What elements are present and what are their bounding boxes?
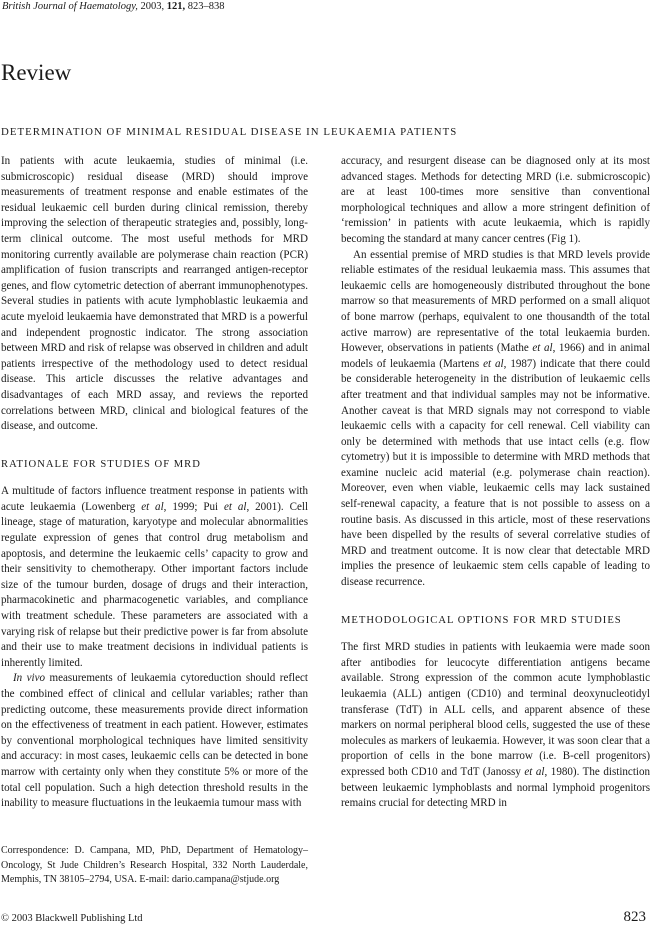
rationale-paragraph-3: An essential premise of MRD studies is that MRD levels provide reliable estimates of the residual leukaemia mass. This assumes that leukaemic cells are homogeneously distributed throughout the bone marrow so that measurements of MRD performed on a small aliquot of bone marrow (perhaps, equivalent to one thousandth of the total active marrow) are representative of the total leukaemia burden. However, observations in patients (Mathe et al, 1966) and in animal models of leukaemia (Martens et al, 1987) indicate that there could be considerable heterogeneity in the distribution of leukaemic cells after treatment and that individual samples may not be informative. Another caveat is that MRD signals may not correspond to viable leukaemic cells with a capacity for cell renewal. Cell viability can only be determined with methods that use intact cells (e.g. flow cytometry) but it is impossible to determine with MRD methods that examine nucleic acid material (e.g. polymerase chain reaction). Moreover, even when viable, leukaemic cells may lack sustained self-renewal capacity, a feature that is not possible to assess on a routine basis. As discussed in this article, most of these reservations have been dispelled by the results of several correlative studies of MRD and treatment outcome. It is now clear that detectable MRD implies the presence of leukaemic stem cells capable of leading to disease recurrence. — [341, 248, 650, 589]
left-column — [1, 154, 308, 812]
journal-pages: 823–838 — [187, 1, 225, 12]
article-title: DETERMINATION OF MINIMAL RESIDUAL DISEASE IN LEUKAEMIA PATIENTS — [1, 126, 458, 138]
right-column — [341, 154, 650, 812]
page-number: 823 — [623, 909, 646, 925]
methods-paragraph-1: The first MRD studies in patients with leukaemia were made soon after antibodies for leucocyte differentiation antigens became available. Strong expression of the common acute lymphoblastic leukaemia (ALL) antigen (CD10) and terminal deoxynucleotidyl transferase (TdT) in ALL cells, and apparent absence of these markers on normal peripheral blood cells, suggested the use of these molecules as markers of leukaemia. However, it was soon clear that a proportion of cells in the bone marrow (i.e. B-cell progenitors) expressed both CD10 and TdT (Janossy et al, 1980). The distinction between leukaemic lymphoblasts and normal lymphoid progenitors remains crucial for detecting MRD in — [341, 641, 650, 810]
rationale-paragraph-1: A multitude of factors influence treatment response in patients with acute leukaemia (Lowenberg et al, 1999; Pui et al, 2001). Cell lineage, stage of maturation, karyotype and molecular abnormalities regulate expression of genes that control drug metabolism and apoptosis, and determine the leukaemic cells’ capacity to grow and their sensitivity to chemotherapy. Other important factors include size of the tumour burden, dosage of drugs and their interaction, pharmacokinetic and pharmacogenetic variables, and compliance with treatment schedule. These parameters are associated with a varying risk of relapse but their predictive power is far from absolute and their use to make treatment decisions in individual patients is inherently limited. — [1, 485, 309, 669]
journal-year: 2003, — [140, 1, 165, 12]
copyright-footer: © 2003 Blackwell Publishing Ltd — [1, 913, 143, 924]
running-header — [2, 1, 225, 12]
rationale-paragraph-2: In vivo measurements of leukaemia cytoreduction should reflect the combined effect of clinical and cellular variables; rather than predicting outcome, these measurements provide direct information on the effectiveness of treatment in each patient. However, estimates by conventional morphological techniques have limited sensitivity and accuracy: in most cases, leukaemic cells can be detected in bone marrow with certainty only when they constitute 5% or more of the total cell population. Such a high detection threshold results in the inability to measure fluctuations in the leukaemia tumour mass with — [1, 672, 308, 810]
journal-volume: 121, — [166, 1, 186, 12]
rationale-heading: RATIONALE FOR STUDIES OF MRD — [1, 458, 201, 470]
methods-heading: METHODOLOGICAL OPTIONS FOR MRD STUDIES — [341, 614, 622, 626]
rationale-paragraph-2-continued: accuracy, and resurgent disease can be diagnosed only at its most advanced stages. Methods for detecting MRD (i.e. submicroscopic) are at least 100-times more sensitive than conventional morphological techniques and allow a more stringent definition of ‘remission’ in patients with acute leukaemia, which is rapidly becoming the standard at many cancer centres (Fig 1). — [341, 155, 650, 245]
intro-paragraph: In patients with acute leukaemia, studies of minimal (i.e. submicroscopic) residual disease (MRD) should improve measurements of treatment response and enable estimates of the residual leukaemic cell burden during clinical remission, thereby improving the selection of therapeutic strategies and, possibly, long-term clinical outcome. The most useful methods for MRD monitoring currently available are polymerase chain reaction (PCR) amplification of fusion transcripts and rearranged antigen-receptor genes, and flow cytometric detection of aberrant immunophenotypes. Several studies in patients with acute lymphoblastic leukaemia and acute myeloid leukaemia have demonstrated that MRD is a powerful and independent prognostic indicator. The strong association between MRD and risk of relapse was observed in children and adult patients irrespective of the methodology used to detect residual disease. This article discusses the relative advantages and disadvantages of each MRD assay, and reviews the reported correlations between MRD, clinical and biological features of the disease, and outcome. — [1, 155, 308, 433]
journal-name: British Journal of Haematology, — [2, 1, 138, 12]
correspondence-note: Correspondence: D. Campana, MD, PhD, Department of Hematology–Oncology, St Jude Children’s Research Hospital, 332 North Lauderdale, Memphis, TN 38105–2794, USA. E-mail: dario.campana@stjude.org — [1, 845, 308, 886]
section-label: Review — [1, 60, 72, 85]
